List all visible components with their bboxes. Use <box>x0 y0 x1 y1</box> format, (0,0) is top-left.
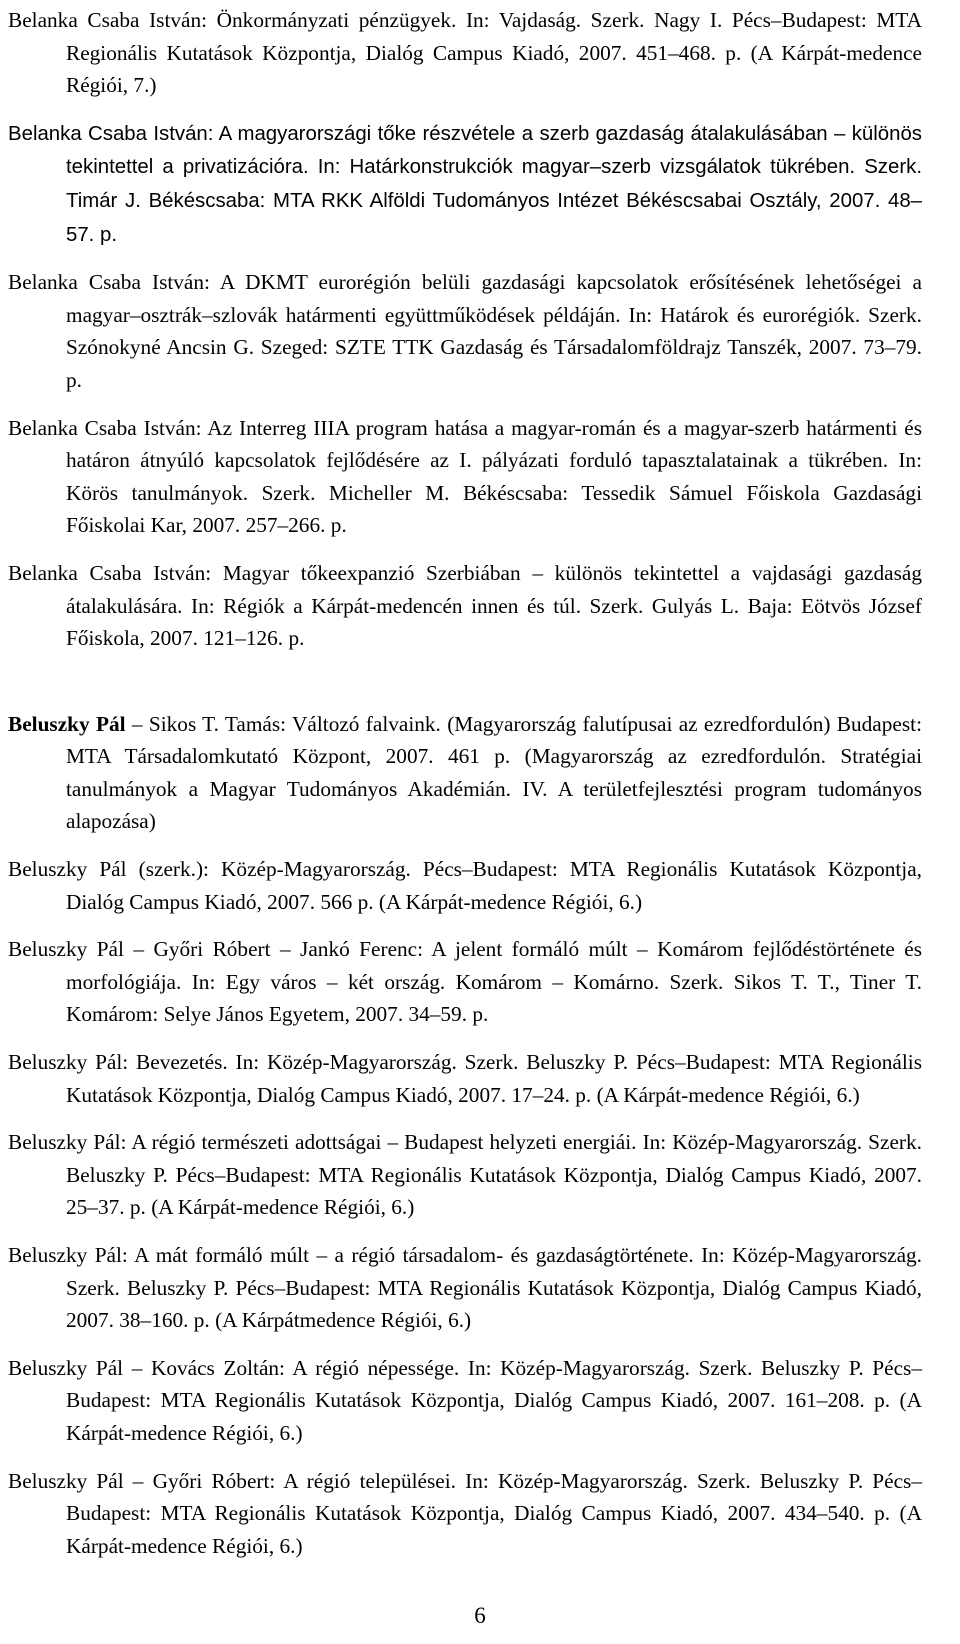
bibliography-entry: Beluszky Pál: Bevezetés. In: Közép-Magyarország. Szerk. Beluszky P. Pécs–Budapest: MTA Regionális Kutatások Központja, Dialóg Campus Kiadó, 2007. 17–24. p. (A Kárpát-medence Régiói, 6.) <box>8 1050 922 1107</box>
bibliography-entry: Belanka Csaba István: Önkormányzati pénzügyek. In: Vajdaság. Szerk. Nagy I. Pécs–Budapest: MTA Regionális Kutatások Központja, Dialóg Campus Kiadó, 2007. 451–468. p. (A Kárpát-medence Régiói, 7.) <box>8 8 922 98</box>
bibliography-entry: Beluszky Pál – Kovács Zoltán: A régió népessége. In: Közép-Magyarország. Szerk. Beluszky P. Pécs–Budapest: MTA Regionális Kutatások Központja, Dialóg Campus Kiadó, 2007. 161–208. p. (A Kárpát-medence Régiói, 6.) <box>8 1355 922 1445</box>
bibliography-entry: Belanka Csaba István: A DKMT eurorégión belüli gazdasági kapcsolatok erősítésének lehetőségei a magyar–osztrák–szlovák határmenti együttműködések példáján. In: Határok és eurorégiók. Szerk. Szónokyné Ancsin G. Szeged: SZTE TTK Gazdaság és Társadalomföldrajz Tanszék, 2007. 73–79. p. <box>8 270 922 392</box>
bibliography-entry: Beluszky Pál (szerk.): Közép-Magyarország. Pécs–Budapest: MTA Regionális Kutatások Központja, Dialóg Campus Kiadó, 2007. 566 p. (A Kárpát-medence Régiói, 6.) <box>8 857 922 914</box>
page-number: 6 <box>474 1603 486 1628</box>
bibliography-entry: Beluszky Pál: A régió természeti adottságai – Budapest helyzeti energiái. In: Közép-Magyarország. Szerk. Beluszky P. Pécs–Budapest: MTA Regionális Kutatások Központja, Dialóg Campus Kiadó, 2007. 25–37. p. (A Kárpát-medence Régiói, 6.) <box>8 1130 922 1220</box>
bibliography-entry: Beluszky Pál – Győri Róbert: A régió települései. In: Közép-Magyarország. Szerk. Beluszky P. Pécs–Budapest: MTA Regionális Kutatások Központja, Dialóg Campus Kiadó, 2007. 434–540. p. (A Kárpát-medence Régiói, 6.) <box>8 1468 922 1558</box>
bibliography-entry-text: – Sikos T. Tamás: Változó falvaink. (Magyarország falutípusai az ezredfordulón) Budapest: MTA Társadalomkutató Központ, 2007. 461 p. (Magyarország az ezredfordulón. Stratégiai tanulmányok a Magyar Tudományos Akadémián. IV. A területfejlesztési program tudományos alapozása) <box>66 711 922 834</box>
bibliography-entry: Beluszky Pál: A mát formáló múlt – a régió társadalom- és gazdaságtörténete. In: Közép-Magyarország. Szerk. Beluszky P. Pécs–Budapest: MTA Regionális Kutatások Központja, Dialóg Campus Kiadó, 2007. 38–160. p. (A Kárpátmedence Régiói, 6.) <box>8 1243 922 1333</box>
bibliography-entry <box>8 708 922 838</box>
bibliography-entry-sans-text: Belanka Csaba István: A magyarországi tőke részvétele a szerb gazdaság átalakulásában – különös tekintettel a privatizációra. In: Határkonstrukciók magyar–szerb vizsgálatok tükrében. Szerk. Timár J. Békéscsaba: MTA RKK Alföldi Tudományos Intézet Békéscsabai Osztály, 2007. 48–57. p. <box>8 122 922 246</box>
section-gap <box>8 670 922 708</box>
bibliography-entry: Belanka Csaba István: Az Interreg IIIA program hatása a magyar-román és a magyar-szerb határmenti és határon átnyúló kapcsolatok fejlődésére az I. pályázati forduló tapasztalatainak a tükrében. In: Körös tanulmányok. Szerk. Micheller M. Békéscsaba: Tessedik Sámuel Főiskola Gazdasági Főiskolai Kar, 2007. 257–266. p. <box>8 415 922 538</box>
bibliography-entry <box>8 117 922 251</box>
bibliography-list <box>8 4 922 1577</box>
bibliography-entry: Belanka Csaba István: Magyar tőkeexpanzió Szerbiában – különös tekintettel a vajdasági gazdaság átalakulására. In: Régiók a Kárpát-medencén innen és túl. Szerk. Gulyás L. Baja: Eötvös József Főiskola, 2007. 121–126. p. <box>8 560 922 651</box>
bibliography-author-bold: Beluszky Pál <box>8 711 126 736</box>
bibliography-entry: Beluszky Pál – Győri Róbert – Jankó Ferenc: A jelent formáló múlt – Komárom fejlődéstörténete és morfológiája. In: Egy város – két ország. Komárom – Komárno. Szerk. Sikos T. T., Tiner T. Komárom: Selye János Egyetem, 2007. 34–59. p. <box>8 937 922 1027</box>
